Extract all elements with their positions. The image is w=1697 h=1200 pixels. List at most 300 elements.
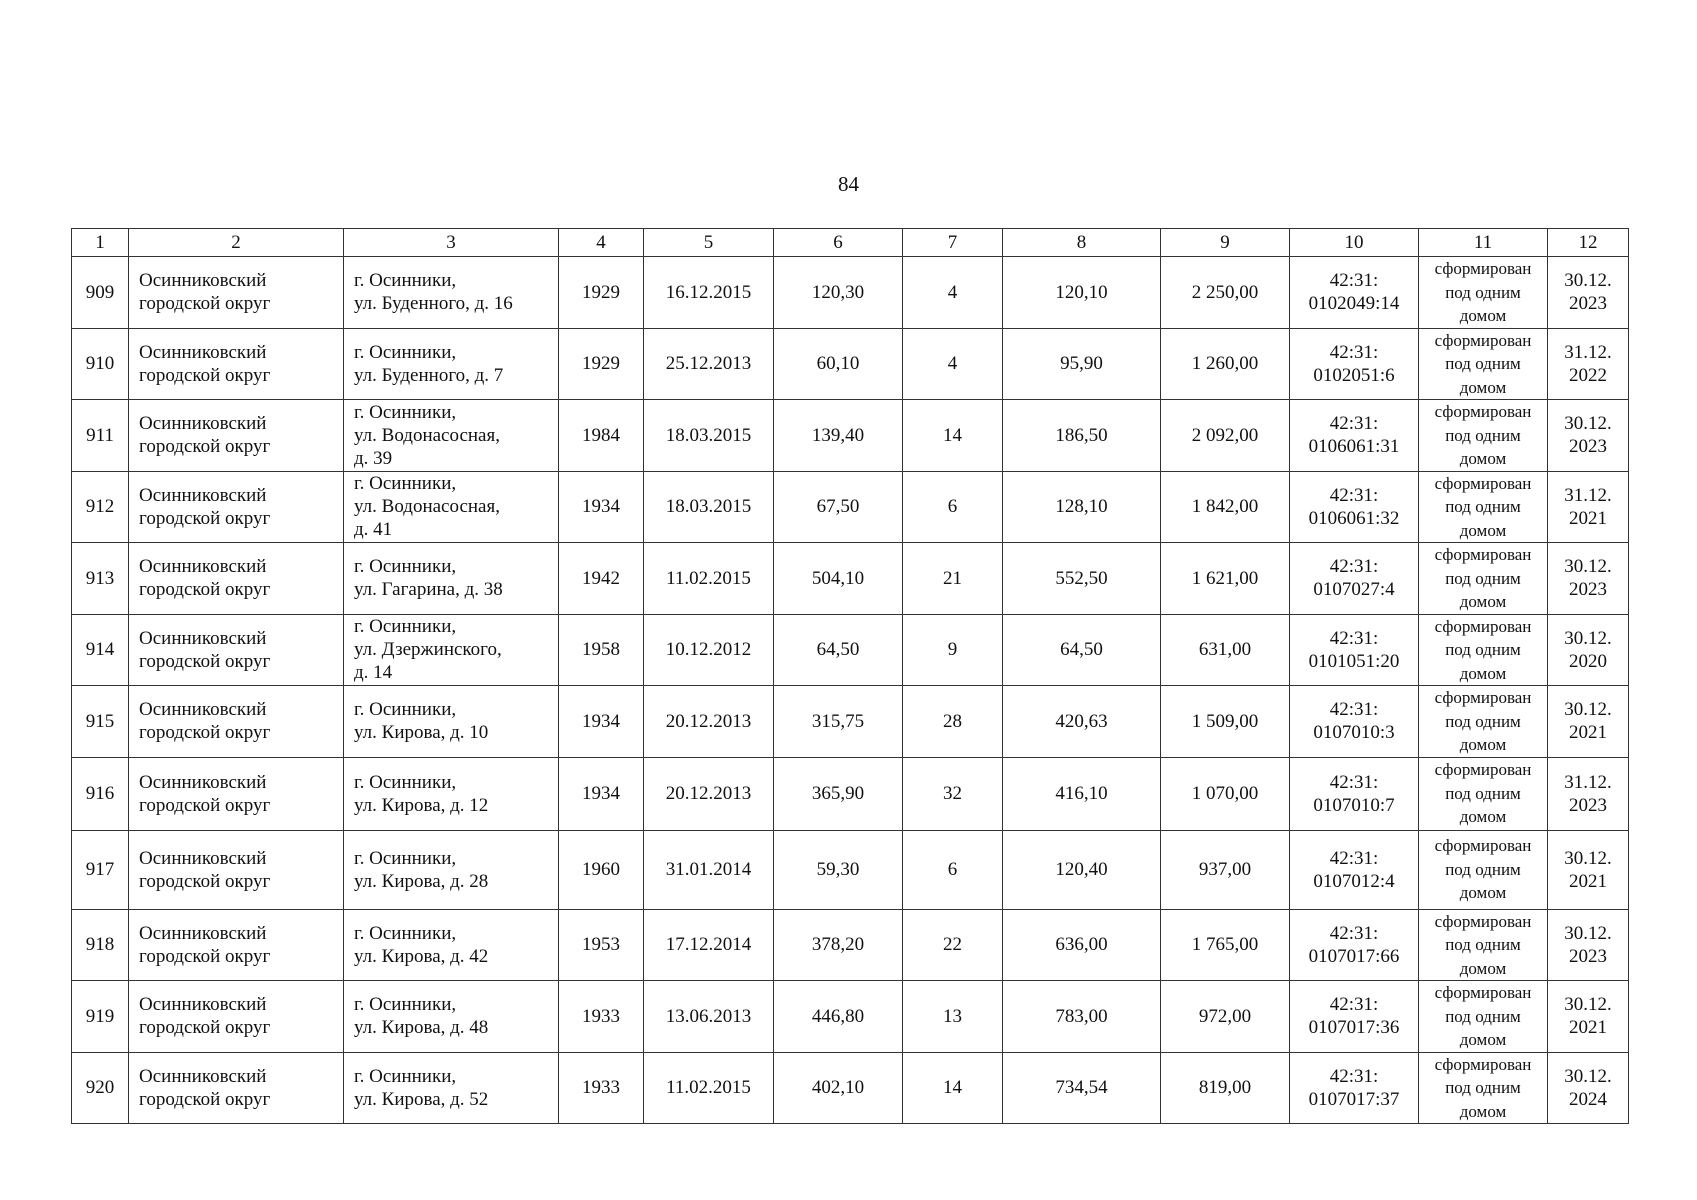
cadastral-number-line: 42:31: xyxy=(1329,847,1379,869)
value-col6-cell: 120,30 xyxy=(774,257,903,329)
deadline-cell xyxy=(1548,830,1629,909)
deadline-cell xyxy=(1548,328,1629,400)
value-col6-cell: 64,50 xyxy=(774,614,903,686)
status-line: домом xyxy=(1459,306,1507,325)
year-cell: 1933 xyxy=(559,981,644,1053)
status-line: сформирован xyxy=(1434,911,1532,931)
district-cell xyxy=(129,1052,344,1124)
table-row xyxy=(72,543,1629,615)
address-line: д. 39 xyxy=(354,447,393,469)
status-line: под одним xyxy=(1445,282,1521,302)
year-cell: 1934 xyxy=(559,757,644,830)
table-row xyxy=(72,328,1629,400)
cadastral-number-line: 42:31: xyxy=(1329,341,1379,363)
value-col8-cell: 64,50 xyxy=(1003,614,1161,686)
row-number-cell: 912 xyxy=(72,471,129,543)
column-number-header: 4 xyxy=(559,229,644,257)
status-cell xyxy=(1419,328,1548,400)
district-line: Осинниковский xyxy=(139,994,267,1016)
column-number-header: 9 xyxy=(1161,229,1290,257)
deadline-line: 30.12. xyxy=(1564,413,1612,435)
deadline-line: 30.12. xyxy=(1564,270,1612,292)
status-line: сформирован xyxy=(1434,836,1532,856)
row-number-cell: 910 xyxy=(72,328,129,400)
value-col8-cell: 95,90 xyxy=(1003,328,1161,400)
value-col6-cell: 60,10 xyxy=(774,328,903,400)
cadastral-number-line: 42:31: xyxy=(1329,771,1379,793)
table-row xyxy=(72,830,1629,909)
status-line: сформирован xyxy=(1434,616,1532,636)
deadline-cell xyxy=(1548,614,1629,686)
value-col8-cell: 734,54 xyxy=(1003,1052,1161,1124)
year-cell: 1960 xyxy=(559,830,644,909)
status-line: домом xyxy=(1459,883,1507,903)
value-col8-cell: 120,10 xyxy=(1003,257,1161,329)
district-cell xyxy=(129,830,344,909)
column-number-header: 1 xyxy=(72,229,129,257)
address-line: ул. Буденного, д. 7 xyxy=(354,364,504,386)
address-cell xyxy=(344,686,559,758)
address-line: ул. Водонасосная, xyxy=(354,424,500,446)
year-cell: 1934 xyxy=(559,471,644,543)
value-col7-cell: 9 xyxy=(903,614,1003,686)
address-line: г. Осинники, xyxy=(354,994,457,1016)
district-cell xyxy=(129,471,344,543)
value-col7-cell: 4 xyxy=(903,328,1003,400)
status-cell xyxy=(1419,257,1548,329)
row-number-cell: 919 xyxy=(72,981,129,1053)
column-number-header: 3 xyxy=(344,229,559,257)
row-number-cell: 911 xyxy=(72,400,129,472)
status-line: домом xyxy=(1459,735,1507,754)
year-cell: 1929 xyxy=(559,328,644,400)
address-line: г. Осинники, xyxy=(354,699,457,721)
address-line: ул. Водонасосная, xyxy=(354,496,500,518)
deadline-line: 31.12. xyxy=(1564,771,1612,793)
deadline-line: 2023 xyxy=(1569,794,1607,816)
cadastral-number-line: 0107017:36 xyxy=(1308,1017,1400,1039)
district-cell xyxy=(129,328,344,400)
table-row xyxy=(72,909,1629,981)
deadline-line: 31.12. xyxy=(1564,484,1612,506)
status-line: сформирован xyxy=(1434,402,1532,421)
value-col7-cell: 14 xyxy=(903,1052,1003,1124)
status-line: под одним xyxy=(1445,640,1521,659)
value-col9-cell: 631,00 xyxy=(1161,614,1290,686)
district-line: городской округ xyxy=(139,293,271,315)
district-line: Осинниковский xyxy=(139,922,267,944)
deadline-cell xyxy=(1548,757,1629,830)
district-cell xyxy=(129,686,344,758)
cadastral-number-cell xyxy=(1290,757,1419,830)
address-cell xyxy=(344,981,559,1053)
address-line: г. Осинники, xyxy=(354,270,457,292)
status-line: под одним xyxy=(1445,354,1521,373)
year-cell: 1984 xyxy=(559,400,644,472)
date-cell: 16.12.2015 xyxy=(644,257,774,329)
column-number-header: 2 xyxy=(129,229,344,257)
deadline-cell xyxy=(1548,686,1629,758)
status-line: сформирован xyxy=(1434,545,1532,564)
value-col7-cell: 14 xyxy=(903,400,1003,472)
value-col7-cell: 6 xyxy=(903,471,1003,543)
district-line: городской округ xyxy=(139,1017,271,1039)
deadline-line: 2023 xyxy=(1569,436,1607,458)
deadline-line: 2023 xyxy=(1569,579,1607,601)
address-cell xyxy=(344,757,559,830)
row-number-cell: 917 xyxy=(72,830,129,909)
address-line: г. Осинники, xyxy=(354,473,457,495)
table-row xyxy=(72,400,1629,472)
district-line: Осинниковский xyxy=(139,699,267,721)
status-line: домом xyxy=(1459,1030,1507,1049)
year-cell: 1933 xyxy=(559,1052,644,1124)
value-col7-cell: 32 xyxy=(903,757,1003,830)
value-col6-cell: 378,20 xyxy=(774,909,903,981)
value-col7-cell: 22 xyxy=(903,909,1003,981)
district-line: Осинниковский xyxy=(139,413,267,435)
cadastral-number-line: 42:31: xyxy=(1329,556,1379,578)
deadline-line: 30.12. xyxy=(1564,699,1612,721)
address-line: ул. Кирова, д. 42 xyxy=(354,945,489,967)
cadastral-number-line: 42:31: xyxy=(1329,922,1379,944)
address-line: ул. Дзержинского, xyxy=(354,639,502,661)
deadline-line: 31.12. xyxy=(1564,341,1612,363)
district-cell xyxy=(129,400,344,472)
status-line: сформирован xyxy=(1434,330,1532,350)
address-line: г. Осинники, xyxy=(354,341,457,363)
value-col9-cell: 1 842,00 xyxy=(1161,471,1290,543)
table-row xyxy=(72,757,1629,830)
district-line: Осинниковский xyxy=(139,270,267,292)
deadline-line: 2021 xyxy=(1569,870,1607,892)
cadastral-number-cell xyxy=(1290,909,1419,981)
date-cell: 10.12.2012 xyxy=(644,614,774,686)
row-number-cell: 914 xyxy=(72,614,129,686)
deadline-line: 2021 xyxy=(1569,722,1607,744)
value-col7-cell: 6 xyxy=(903,830,1003,909)
value-col9-cell: 2 250,00 xyxy=(1161,257,1290,329)
district-cell xyxy=(129,757,344,830)
status-cell xyxy=(1419,614,1548,686)
column-number-header: 10 xyxy=(1290,229,1419,257)
row-number-cell: 918 xyxy=(72,909,129,981)
status-line: сформирован xyxy=(1434,473,1532,493)
value-col8-cell: 636,00 xyxy=(1003,909,1161,981)
cadastral-number-line: 0101051:20 xyxy=(1308,650,1400,672)
deadline-line: 30.12. xyxy=(1564,1065,1612,1087)
district-cell xyxy=(129,981,344,1053)
address-cell xyxy=(344,400,559,472)
value-col6-cell: 365,90 xyxy=(774,757,903,830)
address-cell xyxy=(344,1052,559,1124)
status-line: домом xyxy=(1459,807,1507,827)
value-col9-cell: 819,00 xyxy=(1161,1052,1290,1124)
status-line: под одним xyxy=(1445,711,1521,731)
cadastral-number-line: 42:31: xyxy=(1329,699,1379,721)
cadastral-number-cell xyxy=(1290,686,1419,758)
deadline-cell xyxy=(1548,1052,1629,1124)
value-col7-cell: 13 xyxy=(903,981,1003,1053)
status-line: сформирован xyxy=(1434,983,1532,1002)
date-cell: 11.02.2015 xyxy=(644,543,774,615)
deadline-line: 2021 xyxy=(1569,1017,1607,1039)
district-line: Осинниковский xyxy=(139,556,267,578)
status-line: под одним xyxy=(1445,1006,1521,1026)
address-line: г. Осинники, xyxy=(354,556,457,578)
column-number-header: 6 xyxy=(774,229,903,257)
column-number-header: 7 xyxy=(903,229,1003,257)
address-line: ул. Кирова, д. 48 xyxy=(354,1017,489,1039)
cadastral-number-cell xyxy=(1290,400,1419,472)
address-cell xyxy=(344,830,559,909)
district-cell xyxy=(129,543,344,615)
status-cell xyxy=(1419,686,1548,758)
status-line: под одним xyxy=(1445,859,1521,879)
date-cell: 18.03.2015 xyxy=(644,400,774,472)
district-line: городской округ xyxy=(139,650,271,672)
status-cell xyxy=(1419,757,1548,830)
district-cell xyxy=(129,614,344,686)
deadline-line: 2021 xyxy=(1569,507,1607,529)
district-line: городской округ xyxy=(139,436,271,458)
date-cell: 20.12.2013 xyxy=(644,757,774,830)
cadastral-number-line: 42:31: xyxy=(1329,413,1379,435)
cadastral-number-cell xyxy=(1290,257,1419,329)
address-line: г. Осинники, xyxy=(354,847,457,869)
cadastral-number-line: 42:31: xyxy=(1329,1065,1379,1087)
cadastral-number-line: 42:31: xyxy=(1329,994,1379,1016)
value-col9-cell: 1 509,00 xyxy=(1161,686,1290,758)
cadastral-number-line: 0106061:31 xyxy=(1308,436,1400,458)
value-col9-cell: 937,00 xyxy=(1161,830,1290,909)
deadline-cell xyxy=(1548,543,1629,615)
status-cell xyxy=(1419,543,1548,615)
value-col9-cell: 1 070,00 xyxy=(1161,757,1290,830)
year-cell: 1942 xyxy=(559,543,644,615)
table-row xyxy=(72,614,1629,686)
deadline-line: 2020 xyxy=(1569,650,1607,672)
address-line: г. Осинники, xyxy=(354,771,457,793)
table-row xyxy=(72,471,1629,543)
district-line: городской округ xyxy=(139,794,271,816)
deadline-line: 2023 xyxy=(1569,293,1607,315)
cadastral-number-cell xyxy=(1290,1052,1419,1124)
status-cell xyxy=(1419,400,1548,472)
district-line: городской округ xyxy=(139,364,271,386)
row-number-cell: 920 xyxy=(72,1052,129,1124)
cadastral-number-line: 0102049:14 xyxy=(1308,293,1400,315)
cadastral-number-line: 0107027:4 xyxy=(1313,579,1395,601)
value-col9-cell: 2 092,00 xyxy=(1161,400,1290,472)
row-number-cell: 913 xyxy=(72,543,129,615)
column-number-header: 8 xyxy=(1003,229,1161,257)
status-line: домом xyxy=(1459,663,1507,683)
address-line: д. 14 xyxy=(354,662,393,684)
date-cell: 11.02.2015 xyxy=(644,1052,774,1124)
date-cell: 20.12.2013 xyxy=(644,686,774,758)
cadastral-number-line: 0107010:7 xyxy=(1313,794,1395,816)
cadastral-number-line: 42:31: xyxy=(1329,484,1379,506)
status-cell xyxy=(1419,1052,1548,1124)
status-line: домом xyxy=(1459,520,1507,540)
table-row xyxy=(72,981,1629,1053)
status-line: домом xyxy=(1459,1101,1507,1121)
date-cell: 17.12.2014 xyxy=(644,909,774,981)
deadline-cell xyxy=(1548,909,1629,981)
status-cell xyxy=(1419,471,1548,543)
cadastral-number-cell xyxy=(1290,830,1419,909)
date-cell: 25.12.2013 xyxy=(644,328,774,400)
district-line: Осинниковский xyxy=(139,847,267,869)
year-cell: 1934 xyxy=(559,686,644,758)
table-row xyxy=(72,257,1629,329)
status-line: домом xyxy=(1459,592,1507,611)
year-cell: 1953 xyxy=(559,909,644,981)
value-col6-cell: 446,80 xyxy=(774,981,903,1053)
column-number-header: 5 xyxy=(644,229,774,257)
deadline-line: 2023 xyxy=(1569,945,1607,967)
district-line: городской округ xyxy=(139,870,271,892)
date-cell: 13.06.2013 xyxy=(644,981,774,1053)
status-line: под одним xyxy=(1445,425,1521,445)
cadastral-number-cell xyxy=(1290,981,1419,1053)
address-line: ул. Гагарина, д. 38 xyxy=(354,579,503,601)
status-line: под одним xyxy=(1445,935,1521,954)
address-line: г. Осинники, xyxy=(354,922,457,944)
address-line: г. Осинники, xyxy=(354,1065,457,1087)
address-cell xyxy=(344,471,559,543)
value-col8-cell: 186,50 xyxy=(1003,400,1161,472)
status-line: сформирован xyxy=(1434,760,1532,780)
table-row xyxy=(72,1052,1629,1124)
date-cell: 18.03.2015 xyxy=(644,471,774,543)
cadastral-number-line: 0106061:32 xyxy=(1308,507,1400,529)
cadastral-number-line: 42:31: xyxy=(1329,270,1379,292)
registry-table xyxy=(71,228,1629,1124)
cadastral-number-cell xyxy=(1290,471,1419,543)
value-col9-cell: 1 260,00 xyxy=(1161,328,1290,400)
year-cell: 1929 xyxy=(559,257,644,329)
cadastral-number-cell xyxy=(1290,543,1419,615)
table-body xyxy=(72,257,1629,1124)
value-col8-cell: 783,00 xyxy=(1003,981,1161,1053)
value-col8-cell: 420,63 xyxy=(1003,686,1161,758)
address-line: ул. Буденного, д. 16 xyxy=(354,293,513,315)
year-cell: 1958 xyxy=(559,614,644,686)
deadline-line: 2022 xyxy=(1569,364,1607,386)
value-col9-cell: 1 765,00 xyxy=(1161,909,1290,981)
value-col8-cell: 128,10 xyxy=(1003,471,1161,543)
row-number-cell: 916 xyxy=(72,757,129,830)
address-line: д. 41 xyxy=(354,519,393,541)
address-cell xyxy=(344,257,559,329)
value-col6-cell: 402,10 xyxy=(774,1052,903,1124)
status-line: сформирован xyxy=(1434,688,1532,707)
cadastral-number-line: 0107017:37 xyxy=(1308,1088,1400,1110)
deadline-line: 2024 xyxy=(1569,1088,1607,1110)
district-line: Осинниковский xyxy=(139,627,267,649)
district-line: городской округ xyxy=(139,507,271,529)
address-cell xyxy=(344,328,559,400)
date-cell: 31.01.2014 xyxy=(644,830,774,909)
district-line: Осинниковский xyxy=(139,484,267,506)
address-line: г. Осинники, xyxy=(354,616,457,638)
address-line: г. Осинники, xyxy=(354,401,457,423)
status-line: под одним xyxy=(1445,1078,1521,1097)
cadastral-number-line: 0107017:66 xyxy=(1308,945,1400,967)
deadline-line: 30.12. xyxy=(1564,994,1612,1016)
value-col8-cell: 552,50 xyxy=(1003,543,1161,615)
address-line: ул. Кирова, д. 52 xyxy=(354,1088,489,1110)
value-col6-cell: 67,50 xyxy=(774,471,903,543)
status-cell xyxy=(1419,830,1548,909)
value-col9-cell: 972,00 xyxy=(1161,981,1290,1053)
value-col7-cell: 21 xyxy=(903,543,1003,615)
status-cell xyxy=(1419,981,1548,1053)
column-number-row xyxy=(72,229,1629,257)
deadline-line: 30.12. xyxy=(1564,627,1612,649)
district-line: городской округ xyxy=(139,1088,271,1110)
district-line: городской округ xyxy=(139,579,271,601)
deadline-line: 30.12. xyxy=(1564,847,1612,869)
status-line: сформирован xyxy=(1434,259,1532,278)
status-line: под одним xyxy=(1445,783,1521,803)
status-cell xyxy=(1419,909,1548,981)
deadline-cell xyxy=(1548,400,1629,472)
cadastral-number-cell xyxy=(1290,614,1419,686)
row-number-cell: 909 xyxy=(72,257,129,329)
district-cell xyxy=(129,909,344,981)
address-cell xyxy=(344,543,559,615)
value-col8-cell: 416,10 xyxy=(1003,757,1161,830)
value-col6-cell: 59,30 xyxy=(774,830,903,909)
status-line: домом xyxy=(1459,377,1507,397)
deadline-cell xyxy=(1548,257,1629,329)
deadline-line: 30.12. xyxy=(1564,922,1612,944)
cadastral-number-line: 0107012:4 xyxy=(1313,870,1395,892)
address-cell xyxy=(344,909,559,981)
address-line: ул. Кирова, д. 10 xyxy=(354,722,489,744)
cadastral-number-line: 42:31: xyxy=(1329,627,1379,649)
table-row xyxy=(72,686,1629,758)
value-col7-cell: 4 xyxy=(903,257,1003,329)
address-line: ул. Кирова, д. 12 xyxy=(354,794,489,816)
value-col9-cell: 1 621,00 xyxy=(1161,543,1290,615)
cadastral-number-line: 0107010:3 xyxy=(1313,722,1395,744)
row-number-cell: 915 xyxy=(72,686,129,758)
cadastral-number-line: 0102051:6 xyxy=(1313,364,1395,386)
deadline-cell xyxy=(1548,981,1629,1053)
value-col7-cell: 28 xyxy=(903,686,1003,758)
status-line: под одним xyxy=(1445,568,1521,588)
status-line: домом xyxy=(1459,449,1507,468)
district-line: Осинниковский xyxy=(139,341,267,363)
deadline-line: 30.12. xyxy=(1564,556,1612,578)
status-line: домом xyxy=(1459,958,1507,978)
column-number-header: 12 xyxy=(1548,229,1629,257)
status-line: сформирован xyxy=(1434,1054,1532,1074)
value-col6-cell: 315,75 xyxy=(774,686,903,758)
column-number-header: 11 xyxy=(1419,229,1548,257)
value-col6-cell: 139,40 xyxy=(774,400,903,472)
status-line: под одним xyxy=(1445,497,1521,516)
district-cell xyxy=(129,257,344,329)
deadline-cell xyxy=(1548,471,1629,543)
address-line: ул. Кирова, д. 28 xyxy=(354,870,489,892)
district-line: городской округ xyxy=(139,945,271,967)
page-number: 84 xyxy=(838,172,859,196)
